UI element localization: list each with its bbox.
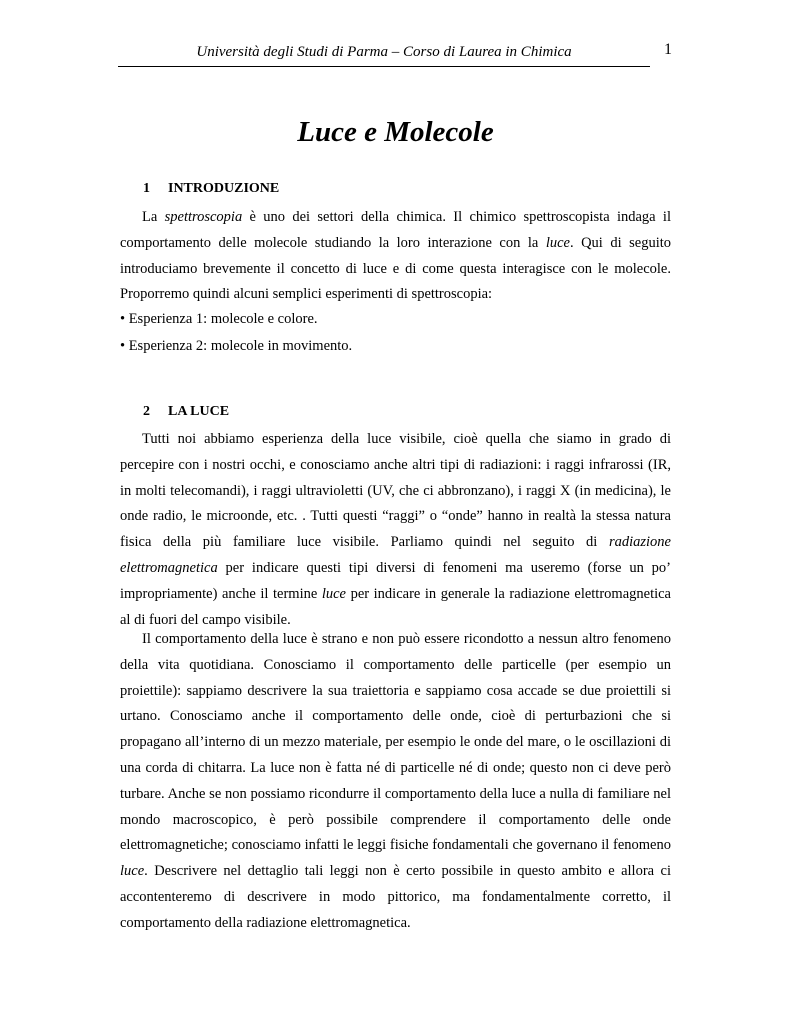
text-run: La bbox=[142, 209, 165, 225]
section-number: 2 bbox=[143, 404, 150, 419]
text-run: per indicare questi tipi diversi di fenomeni ma useremo (forse un po’ impropriamente) anche il termine bbox=[120, 559, 671, 602]
text-run: Tutti noi abbiamo esperienza della luce visibile, cioè quella che siamo in grado di percepire con i nostri occhi, e conosciamo anche altri tipi di radiazioni: i raggi infrarossi (IR, in molti telecomandi), i raggi ultravioletti (UV, che ci abbronzano), i raggi X (in medicina), le onde radio, le microonde, etc. . Tutti questi “raggi” o “onde” hanno in realtà la stessa natura fisica della più familiare luce visibile. Parliamo quindi nel seguito di bbox=[120, 431, 671, 551]
emphasis-luce: luce bbox=[545, 234, 570, 251]
running-header bbox=[118, 42, 650, 67]
bullet-item-esperienza-1: • Esperienza 1: molecole e colore. bbox=[120, 311, 318, 327]
text-run: per indicare in generale la radiazione elettromagnetica al di fuori del campo visibile. bbox=[120, 585, 671, 628]
intro-paragraph bbox=[120, 205, 671, 308]
text-run: è uno dei settori della chimica. Il chimico spettroscopista indaga il comportamento delle molecole studiando la loro interazione con la bbox=[120, 209, 671, 251]
emphasis-radiazione-elettromagnetica: radiazione elettromagnetica bbox=[120, 534, 671, 576]
page-number: 1 bbox=[664, 41, 672, 58]
section-title: INTRODUZIONE bbox=[168, 181, 280, 196]
text-run: Il comportamento della luce è strano e non può essere ricondotto a nessun altro fenomeno della vita quotidiana. Conosciamo il comportamento delle particelle (per esempio un proiettile): sappiamo descrivere la sua traiettoria e sappiamo cosa accade se due proiettili si urtano. Conosciamo anche il comportamento delle onde, cioè di perturbazioni che si propagano all’interno di un mezzo materiale, per esempio le onde del mare, o le oscillazioni di una corda di chitarra. La luce non è fatta né di particelle né di onde; questo non ci deve però turbare. Anche se non possiamo ricondurre il comportamento della luce a nulla di familiare nel mondo macroscopico, è però possibile comprendere il comportamento delle onde elettromagnetiche; conosciamo infatti le leggi fisiche fondamentali che governano il fenomeno bbox=[120, 631, 671, 854]
emphasis-luce: luce bbox=[120, 863, 145, 880]
text-run: . Descrivere nel dettaglio tali leggi non è certo possibile in questo ambito e allora ci accontenteremo di descrivere in modo pittorico, ma fondamentalmente corretto, il comportamento della radiazione elettromagnetica. bbox=[120, 863, 671, 931]
bullet-item-esperienza-2: • Esperienza 2: molecole in movimento. bbox=[120, 338, 353, 354]
section-heading-introduzione bbox=[143, 179, 279, 199]
section-title: LA LUCE bbox=[168, 404, 230, 419]
section-heading-la-luce bbox=[143, 402, 229, 422]
document-title: Luce e Molecole bbox=[297, 116, 494, 148]
emphasis-spettroscopia: spettroscopia bbox=[164, 209, 243, 225]
section-number: 1 bbox=[143, 181, 150, 196]
header-title: Università degli Studi di Parma – Corso di Laurea in Chimica bbox=[196, 44, 572, 60]
luce-paragraph-1 bbox=[120, 427, 671, 633]
luce-paragraph-2 bbox=[120, 627, 671, 937]
emphasis-luce: luce bbox=[321, 585, 346, 602]
text-run: . Qui di seguito introduciamo brevemente il concetto di luce e di come questa interagisce con le molecole. Proporremo quindi alcuni semplici esperimenti di spettroscopia: bbox=[120, 234, 671, 303]
